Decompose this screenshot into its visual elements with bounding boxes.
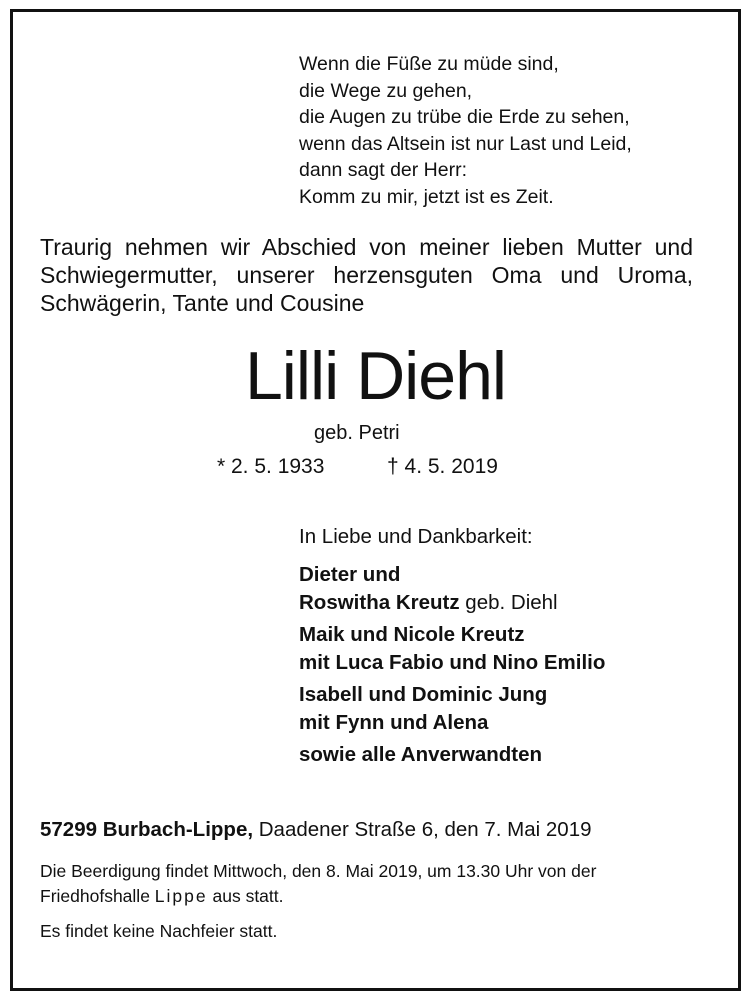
maiden-name: geb. Petri (314, 422, 400, 444)
mourner-line: mit Fynn und Alena (299, 711, 489, 734)
poem-line: dann sagt der Herr: (299, 159, 468, 181)
mourner-group (299, 681, 605, 737)
birth-date: * 2. 5. 1933 (217, 455, 325, 478)
address-rest: Daadener Straße 6, den 7. Mai 2019 (253, 818, 592, 841)
mourners-lead: In Liebe und Dankbarkeit: (299, 525, 533, 548)
poem-line: die Wege zu gehen, (299, 79, 473, 102)
funeral-text: Die Beerdigung findet Mittwoch, den 8. Mai 2019, um 13.30 Uhr von der Friedhofshalle (40, 861, 597, 906)
funeral-place: Lippe (154, 886, 208, 906)
mourner-line: sowie alle Anverwandten (299, 743, 543, 766)
intro-line: Traurig nehmen wir Abschied von meiner lieben Mutter und (40, 234, 693, 260)
mourner-line: Maik und Nicole Kreutz (299, 623, 525, 646)
poem-line: die Augen zu trübe die Erde zu sehen, (299, 106, 630, 128)
funeral-info (40, 859, 700, 909)
intro-line: Schwägerin, Tante und Cousine (40, 290, 365, 316)
mourner-line: Dieter und (299, 563, 401, 586)
mourner-line: Isabell und Dominic Jung (299, 683, 548, 706)
funeral-text-end: aus statt. (207, 886, 284, 906)
address-line (40, 816, 592, 844)
intro-line: Schwiegermutter, unserer herzensguten Oma und Uroma, (40, 262, 693, 288)
mourner-group (299, 561, 605, 617)
poem-line: Wenn die Füße zu müde sind, (299, 53, 559, 75)
death-date: † 4. 5. 2019 (387, 455, 498, 478)
poem-line: wenn das Altsein ist nur Last und Leid, (299, 132, 632, 155)
address-city: 57299 Burbach-Lippe, (40, 818, 254, 841)
mourner-group (299, 741, 605, 769)
mourners-list (299, 523, 605, 773)
poem-line: Komm zu mir, jetzt ist es Zeit. (299, 185, 554, 208)
mourner-maiden: geb. Diehl (459, 591, 558, 614)
mourner-line: Roswitha Kreutz (299, 591, 460, 614)
no-reception-note: Es findet keine Nachfeier statt. (40, 921, 278, 941)
intro-text (40, 233, 693, 317)
deceased-name: Lilli Diehl (244, 338, 507, 414)
poem (299, 51, 632, 210)
mourner-line: mit Luca Fabio und Nino Emilio (299, 651, 606, 674)
mourner-group (299, 621, 605, 677)
